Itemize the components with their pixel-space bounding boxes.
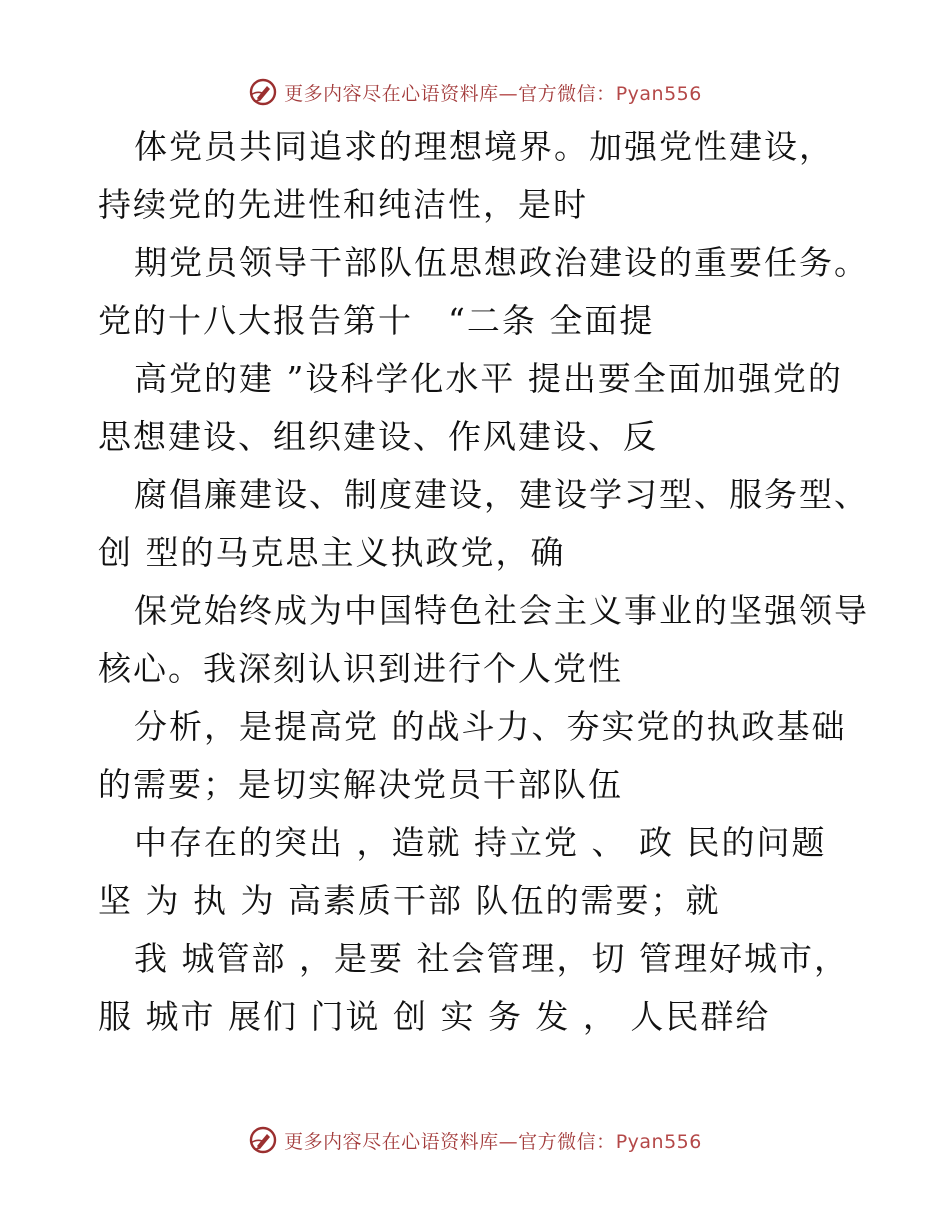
- watermark-main: 更多内容尽在心语资料库: [284, 82, 499, 105]
- watermark-main: 更多内容尽在心语资料库: [284, 1130, 499, 1153]
- text-line-9: 保党始终成为中国特色社会主义事业的坚强领导: [134, 591, 869, 630]
- watermark-id: Pyan556: [615, 1130, 702, 1153]
- watermark-text: [284, 1127, 702, 1154]
- header-watermark: [0, 72, 950, 112]
- text-line-4: 党的十八大报告第十 “二条 全面提: [98, 301, 655, 340]
- text-line-12: 的需要；是切实解决党员干部队伍: [98, 765, 623, 804]
- text-line-15: 我 城管部 ，是要 社会管理，切 管理好城市，: [134, 939, 849, 978]
- text-line-11: 分析，是提高党 的战斗力、夯实党的执政基础: [134, 707, 847, 746]
- watermark-dash: —: [498, 82, 519, 105]
- text-line-2: 持续党的先进性和纯洁性，是时: [98, 185, 588, 224]
- text-line-8: 创 型的马克思主义执政党，确: [98, 533, 566, 572]
- watermark-text: [284, 79, 702, 106]
- watermark-id: Pyan556: [615, 82, 702, 105]
- text-line-13: 中存在的突出 ，造就 持立党 、 政 民的问题: [134, 823, 827, 862]
- text-line-5: 高党的建 ”设科学化水平 提出要全面加强党的: [134, 359, 843, 398]
- watermark-dash: —: [498, 1130, 519, 1153]
- pen-logo-icon: [248, 1125, 278, 1155]
- watermark-suffix: 官方微信：: [518, 82, 616, 105]
- text-line-10: 核心。我深刻认识到进行个人党性: [98, 649, 623, 688]
- text-line-3: 期党员领导干部队伍思想政治建设的重要任务。: [134, 243, 869, 282]
- text-line-14: 坚 为 执 为 高素质干部 队伍的需要；就: [98, 881, 721, 920]
- watermark-suffix: 官方微信：: [518, 1130, 616, 1153]
- text-line-6: 思想建设、组织建设、作风建设、反: [98, 417, 658, 456]
- text-line-7: 腐倡廉建设、制度建设，建设学习型、服务型、: [134, 475, 869, 514]
- footer-watermark: [0, 1120, 950, 1160]
- pen-logo-icon: [248, 77, 278, 107]
- text-line-1: 体党员共同追求的理想境界。加强党性建设，: [134, 127, 834, 166]
- text-line-16: 服 城市 展们 门说 创 实 务 发 ， 人民群给: [98, 997, 771, 1036]
